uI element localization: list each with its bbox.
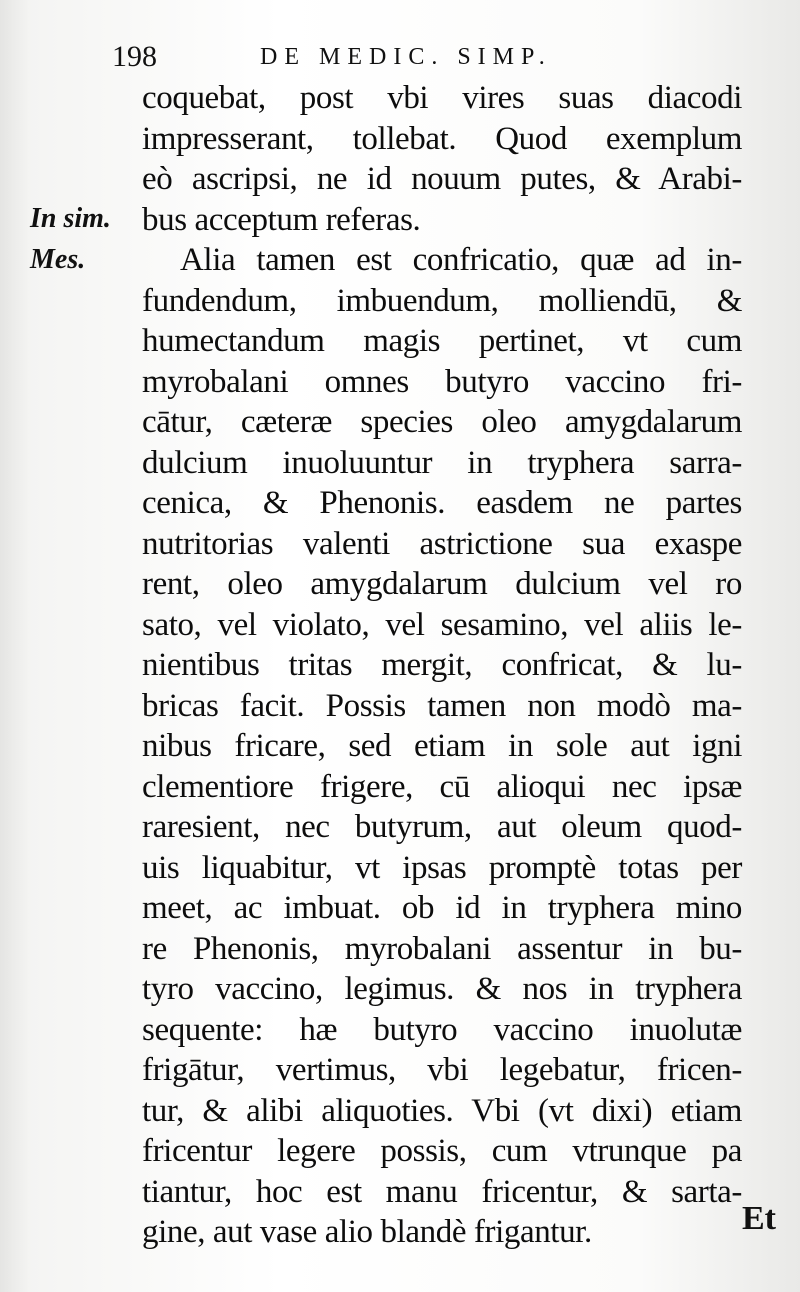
text-line: raresient, nec butyrum, aut oleum quod- [142,809,742,845]
text-line: impresserant, tollebat. Quod exemplum [142,120,742,157]
text-line: tyro vaccino, legimus. & nos in tryphera [142,971,742,1007]
text-line: nientibus tritas mergit, confricat, & lu- [142,647,742,683]
text-block [142,78,742,1253]
text-line: sato, vel violato, vel sesamino, vel aliis le- [142,606,742,643]
text-line: nutritorias valenti astrictione sua exaspe [142,525,742,562]
text-line: bus acceptum referas. [142,201,421,238]
text-line: fricentur legere possis, cum vtrunque pa [142,1133,742,1169]
text-line: fundendum, imbuendum, molliendū, & [142,282,742,319]
text-line: meet, ac imbuat. ob id in tryphera mino [142,890,742,926]
text-line: eò ascripsi, ne id nouum putes, & Arabi- [142,161,742,197]
text-line: bricas facit. Possis tamen non modò ma- [142,687,742,724]
catchword: Et [742,1200,776,1237]
text-line: Alia tamen est confricatio, quæ ad in- [180,242,742,278]
text-line: frigātur, vertimus, vbi legebatur, fricen- [142,1052,742,1088]
text-line: uis liquabitur, vt ipsas promptè totas per [142,849,742,886]
page-header [112,38,720,78]
text-line: re Phenonis, myrobalani assentur in bu- [142,930,742,967]
text-line: gine, aut vase alio blandè frigantur. [142,1214,592,1250]
margin-note-in-sim: In sim. [30,203,111,234]
page-number: 198 [112,40,157,73]
text-line: rent, oleo amygdalarum dulcium vel ro [142,566,742,602]
running-head: DE MEDIC. SIMP. [260,44,552,70]
text-line: clementiore frigere, cū alioqui nec ipsæ [142,768,742,805]
text-line: nibus fricare, sed etiam in sole aut igni [142,728,742,764]
text-line: humectandum magis pertinet, vt cum [142,323,742,359]
text-line: myrobalani omnes butyro vaccino fri- [142,363,742,400]
text-line: tiantur, hoc est manu fricentur, & sarta- [142,1173,742,1210]
text-line: cātur, cæteræ species oleo amygdalarum [142,404,742,440]
text-line: tur, & alibi aliquoties. Vbi (vt dixi) etiam [142,1092,742,1129]
margin-note-mes: Mes. [30,244,86,275]
text-line: sequente: hæ butyro vaccino inuolutæ [142,1011,742,1048]
text-line: cenica, & Phenonis. easdem ne partes [142,485,742,521]
text-line: dulcium inuoluuntur in tryphera sarra- [142,444,742,481]
text-line: coquebat, post vbi vires suas diacodi [142,80,742,116]
